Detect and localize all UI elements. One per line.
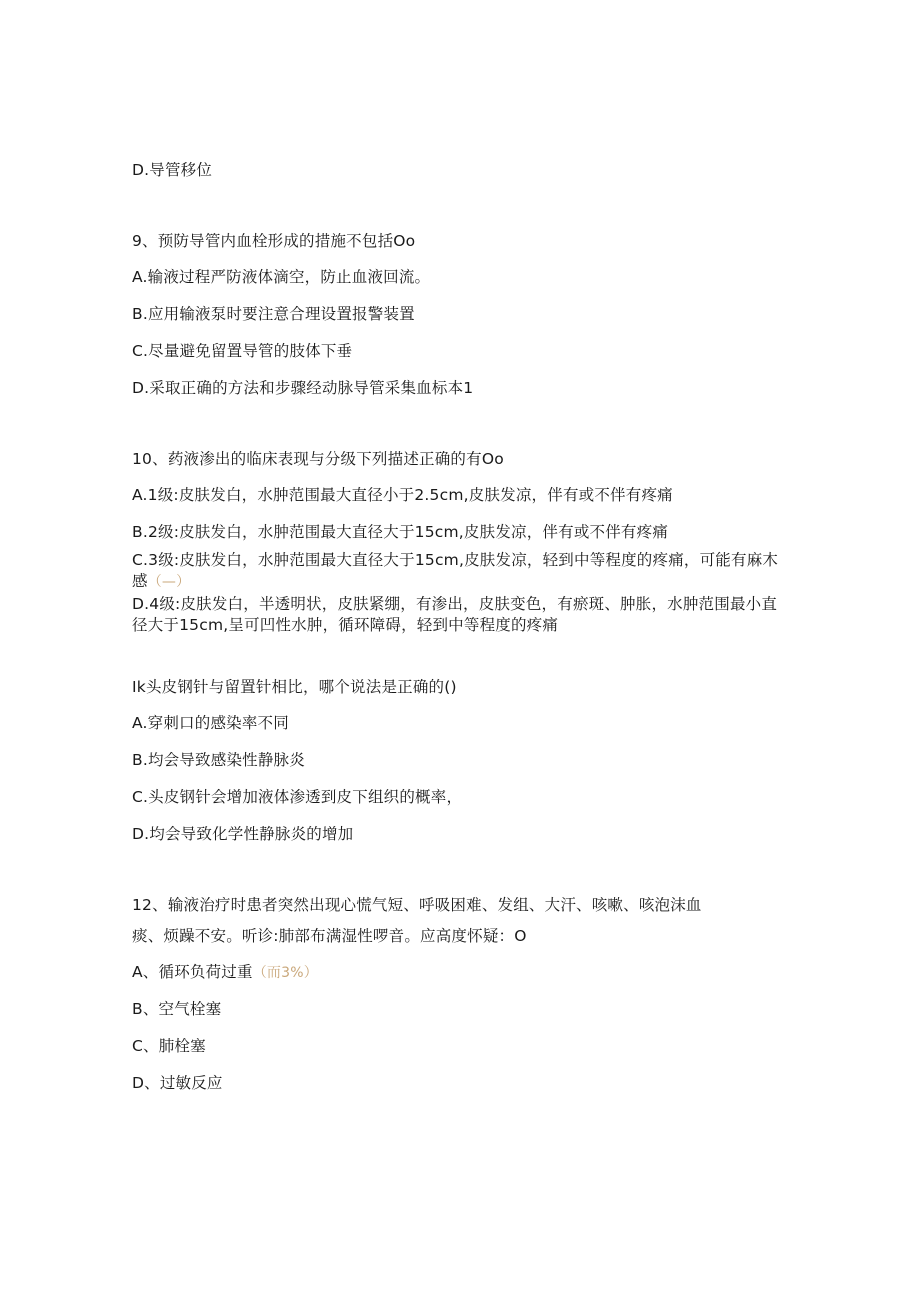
q8-option-d: D.导管移位 bbox=[132, 161, 213, 179]
q9-option-c: C.尽量避免留置导管的肢体下垂 bbox=[132, 342, 353, 360]
q12-question-line-2: 痰、烦躁不安。听诊:肺部布满湿性啰音。应高度怀疑：O bbox=[132, 927, 527, 945]
q11-option-d: D.均会导致化学性静脉炎的增加 bbox=[132, 825, 354, 843]
q10-option-c-text: C.3级:皮肤发白，水肿范围最大直径大于15cm,皮肤发凉，轻到中等程度的疼痛，可能有麻木感 bbox=[132, 551, 779, 590]
q12-option-b: B、空气栓塞 bbox=[132, 1000, 222, 1018]
q10-option-d: D.4级:皮肤发白，半透明状，皮肤紧绷，有渗出，皮肤变色，有瘀斑、肿胀，水肿范围最小直径大于15cm,呈可凹性水肿，循环障碍，轻到中等程度的疼痛 bbox=[132, 595, 778, 634]
q12-option-a-text: A、循环负荷过重 bbox=[132, 963, 253, 981]
q10-question: 10、药液渗出的临床表现与分级下列描述正确的有Oo bbox=[132, 450, 504, 468]
q10-option-c-note: （—） bbox=[147, 574, 191, 590]
q12-option-c: C、肺栓塞 bbox=[132, 1037, 206, 1055]
q10-option-c bbox=[132, 550, 787, 593]
q11-option-b: B.均会导致感染性静脉炎 bbox=[132, 751, 305, 769]
q9-option-a: A.输液过程严防液体滴空，防止血液回流。 bbox=[132, 268, 431, 286]
q10-option-b: B.2级:皮肤发白，水肿范围最大直径大于15cm,皮肤发凉，伴有或不伴有疼痛 bbox=[132, 523, 669, 541]
q12-option-a bbox=[132, 962, 318, 983]
q9-option-b: B.应用输液泵时要注意合理设置报警装置 bbox=[132, 305, 415, 323]
q11-question: Ik头皮钢针与留置针相比，哪个说法是正确的() bbox=[132, 678, 457, 696]
q12-option-d: D、过敏反应 bbox=[132, 1074, 223, 1092]
q12-option-a-note: （而3%） bbox=[252, 965, 318, 981]
q9-question: 9、预防导管内血栓形成的措施不包括Oo bbox=[132, 232, 416, 250]
q11-option-c: C.头皮钢针会增加液体渗透到皮下组织的概率， bbox=[132, 788, 463, 806]
q11-option-a: A.穿刺口的感染率不同 bbox=[132, 714, 289, 732]
q12-question-line-1: 12、输液治疗时患者突然出现心慌气短、呼吸困难、发组、大汗、咳嗽、咳泡沫血 bbox=[132, 896, 702, 914]
q10-option-a: A.1级:皮肤发白，水肿范围最大直径小于2.5cm,皮肤发凉，伴有或不伴有疼痛 bbox=[132, 486, 673, 504]
q9-option-d: D.采取正确的方法和步骤经动脉导管采集血标本1 bbox=[132, 379, 474, 397]
